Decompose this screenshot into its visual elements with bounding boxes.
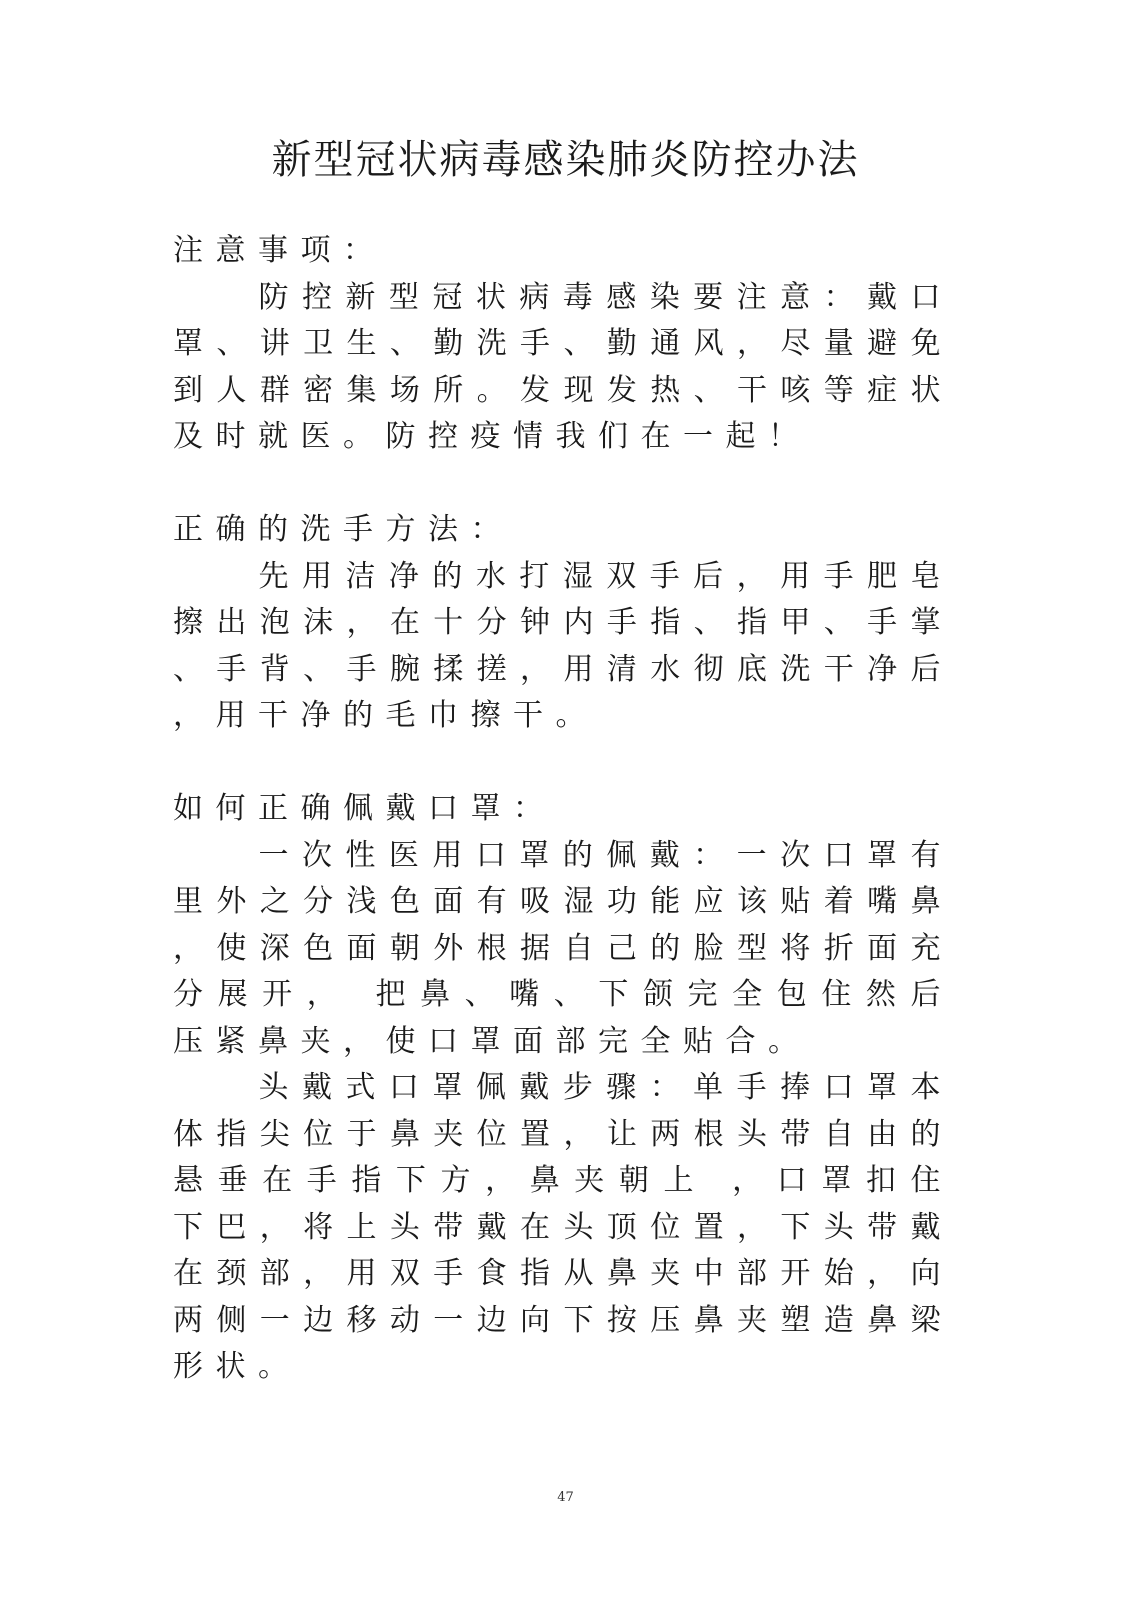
section-mask-wearing xyxy=(173,786,953,1391)
section-paragraph: 头戴式口罩佩戴步骤：单手捧口罩本体指尖位于鼻夹位置，让两根头带自由的悬垂在手指下方，鼻夹朝上 ，口罩扣住下巴，将上头带戴在头顶位置，下头带戴在颈部，用双手食指从鼻夹中部开始，向两侧一边移动一边向下按压鼻夹塑造鼻梁形状。 xyxy=(173,1070,953,1384)
section-heading: 注意事项： xyxy=(173,233,386,268)
document-body xyxy=(173,228,953,1437)
section-handwashing xyxy=(173,507,953,740)
section-paragraph: 一次性医用口罩的佩戴：一次口罩有里外之分浅色面有吸湿功能应该贴着嘴鼻，使深色面朝外根据自己的脸型将折面充分展开， 把鼻、嘴、下颌完全包住然后压紧鼻夹，使口罩面部完全贴合。 xyxy=(173,837,953,1059)
page-title: 新型冠状病毒感染肺炎防控办法 xyxy=(271,137,860,183)
section-heading: 正确的洗手方法： xyxy=(173,512,513,547)
page-number: 47 xyxy=(557,1490,574,1505)
section-paragraph: 防控新型冠状病毒感染要注意：戴口罩、讲卫生、勤洗手、勤通风，尽量避免到人群密集场所。发现发热、干咳等症状及时就医。防控疫情我们在一起！ xyxy=(173,279,953,454)
section-heading: 如何正确佩戴口罩： xyxy=(173,791,556,826)
section-precautions xyxy=(173,228,953,461)
section-paragraph: 先用洁净的水打湿双手后，用手肥皂擦出泡沫，在十分钟内手指、指甲、手掌、手背、手腕揉搓，用清水彻底洗干净后，用干净的毛巾擦干。 xyxy=(173,558,953,733)
